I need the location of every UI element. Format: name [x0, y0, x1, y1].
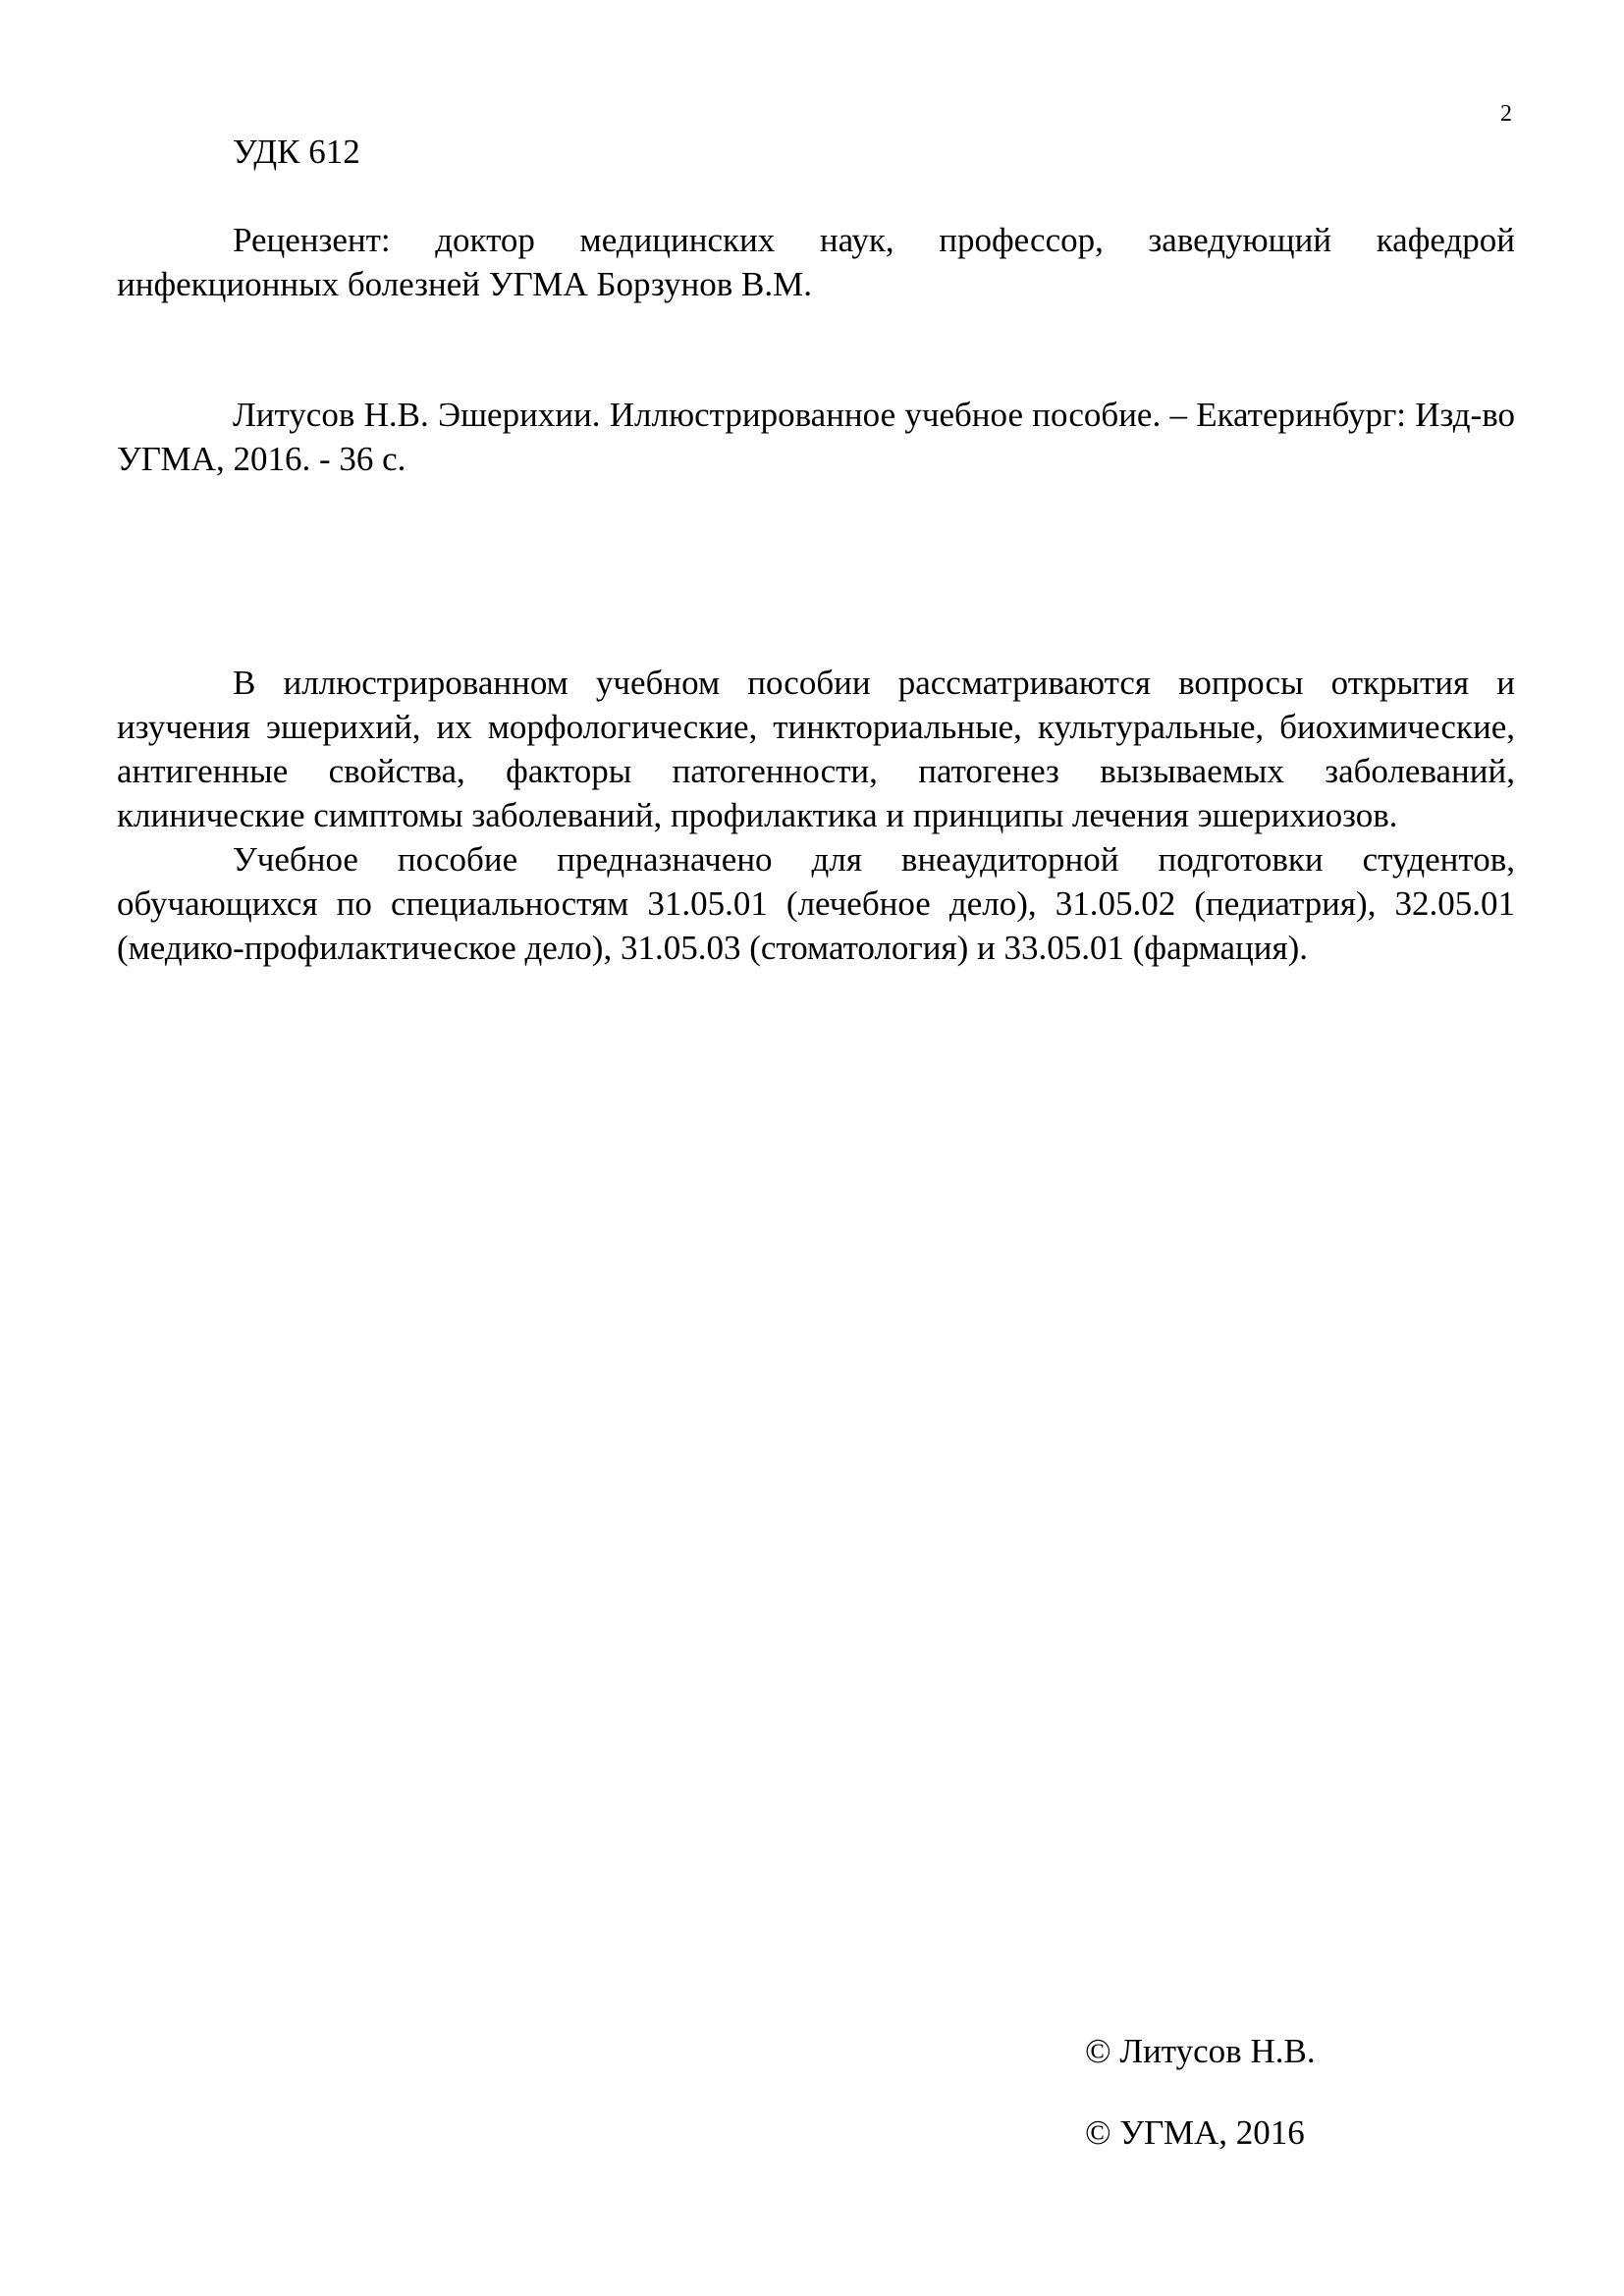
copyright-author: © Литусов Н.В. [1085, 2032, 1316, 2070]
copyright-organization: © УГМА, 2016 [1085, 2113, 1305, 2152]
abstract-paragraph-1: В иллюстрированном учебном пособии рассматриваются вопросы открытия и изучения эшерихий, их морфологические, тинкториальные, культуральные, биохимические, антигенные свойства, факторы патогенности, патогенез вызываемых заболеваний, клинические симптомы заболеваний, профилактика и принципы лечения эшерихиозов. [117, 664, 1515, 834]
citation-text: Литусов Н.В. Эшерихии. Иллюстрированное учебное пособие. – Екатеринбург: Изд-во УГМА, 2016. - 36 с. [117, 396, 1515, 478]
abstract [117, 661, 1515, 970]
udk-code: УДК 612 [233, 133, 360, 171]
bibliographic-citation [117, 393, 1515, 481]
reviewer-info [117, 218, 1515, 306]
reviewer-text: Рецензент: доктор медицинских наук, профессор, заведующий кафедрой инфекционных болезней УГМА Борзунов В.М. [117, 221, 1515, 303]
page-number: 2 [1500, 101, 1512, 127]
abstract-paragraph-2: Учебное пособие предназначено для внеаудиторной подготовки студентов, обучающихся по специальностям 31.05.01 (лечебное дело), 31.05.02 (педиатрия), 32.05.01 (медико-профилактическое дело), 31.05.03 (стоматология) и 33.05.01 (фармация). [117, 840, 1515, 967]
